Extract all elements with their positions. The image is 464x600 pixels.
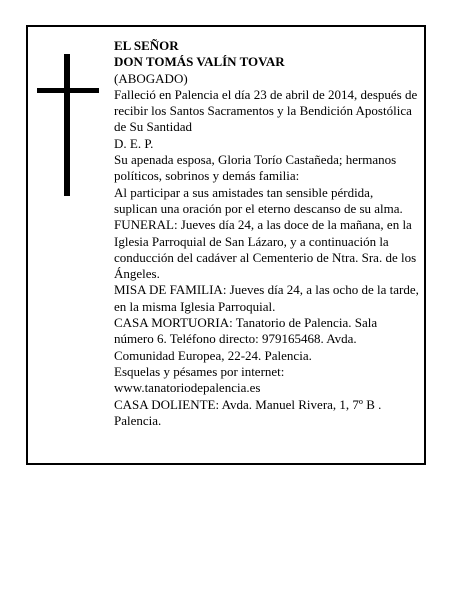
funeral-info: FUNERAL: Jueves día 24, a las doce de la mañana, en la Iglesia Parroquial de San Lázaro, y a continuación la conducción del cadáver al Cementerio de Ntra. Sra. de los Ángeles. [114, 217, 417, 282]
online-condolences-label: Esquelas y pésames por internet: [114, 363, 285, 379]
profession: (ABOGADO) [114, 70, 188, 86]
cross-horizontal-bar [37, 88, 99, 93]
prayer-request: Al participar a sus amistades tan sensible pérdida, suplican una oración por el eterno descanso de su alma. [114, 184, 403, 216]
funeral-home-info: CASA MORTUORIA: Tanatorio de Palencia. Sala número 6. Teléfono directo: 979165468. Avda. Comunidad Europea, 22-24. Palencia. [114, 315, 378, 363]
death-statement: Falleció en Palencia el día 23 de abril de 2014, después de recibir los Santos Sacramentos y la Bendición Apostólica de Su Santidad [114, 86, 418, 135]
header-line-1: EL SEÑOR [114, 38, 179, 53]
obituary-text [114, 38, 419, 429]
family-intro: Su apenada esposa, Gloria Torío Castañeda; hermanos políticos, sobrinos y demás familia: [114, 152, 397, 184]
family-mass-info: MISA DE FAMILIA: Jueves día 24, a las ocho de la tarde, en la misma Iglesia Parroquial. [114, 282, 419, 314]
rip-line: D. E. P. [114, 135, 154, 151]
cross-icon [37, 54, 99, 196]
cross-vertical-bar [64, 54, 70, 196]
deceased-name: DON TOMÁS VALÍN TOVAR [114, 54, 285, 70]
online-condolences-url: www.tanatoriodepalencia.es [114, 380, 261, 396]
mourning-house-info: CASA DOLIENTE: Avda. Manuel Rivera, 1, 7º B . Palencia. [114, 396, 382, 428]
